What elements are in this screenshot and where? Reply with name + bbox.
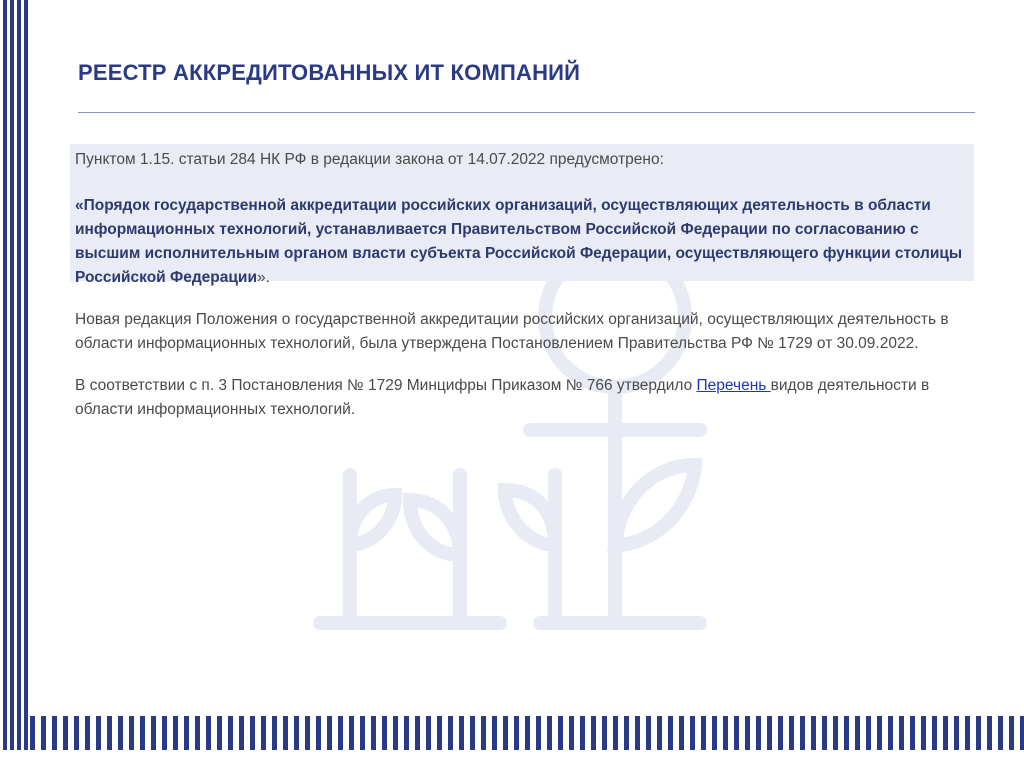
perechen-link[interactable]: Перечень [696,377,771,394]
left-stripe-decoration [0,0,30,767]
title-divider [78,112,975,113]
quote-open-mark: « [75,197,84,214]
quote-bold-text: Порядок государственной аккредитации российских организаций, осуществляющих деятельность в области информационных технологий, устанавливается Правительством Российской Федерации по согласованию с высшим исполнительным органом власти субъекта Российской Федерации, осуществляющего функции столицы Российской Федерации [75,197,963,286]
slide-content [75,148,975,440]
bottom-stripe-decoration [30,716,1024,750]
quote-close-mark: ». [256,269,270,286]
order-text-before: В соответствии с п. 3 Постановления № 1729 Минцифры Приказом № 766 утвердило [75,377,697,394]
order-paragraph [75,374,975,422]
bottom-margin [0,750,1024,767]
new-edition-paragraph: Новая редакция Положения о государственной аккредитации российских организаций, осуществляющих деятельность в области информационных технологий, была утверждена Постановлением Правительства РФ № 1729 от 30.09.2022. [75,311,949,352]
intro-paragraph: Пунктом 1.15. статьи 284 НК РФ в редакции закона от 14.07.2022 предусмотрено: [75,151,664,168]
quote-paragraph [75,194,975,290]
slide-title: РЕЕСТР АККРЕДИТОВАННЫХ ИТ КОМПАНИЙ [78,60,581,85]
order-text-after: видов деятельности в области информационных технологий. [75,377,930,418]
